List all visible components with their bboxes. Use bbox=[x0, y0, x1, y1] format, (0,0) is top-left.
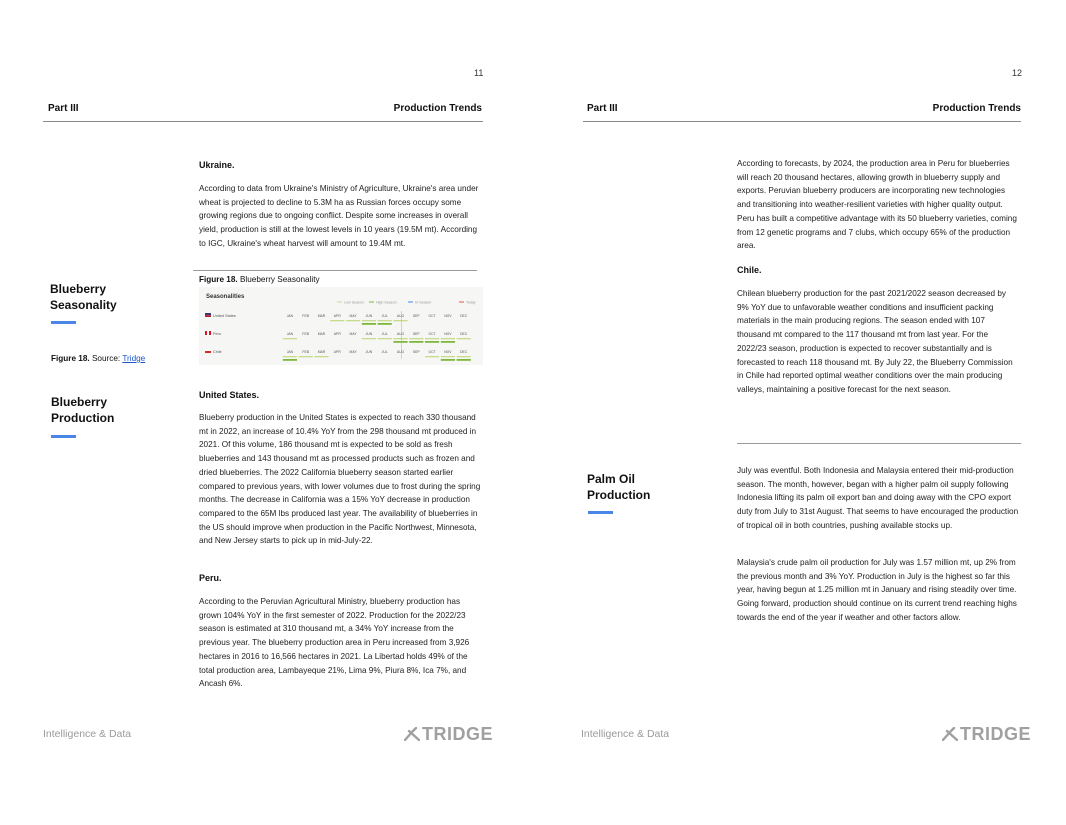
tridge-logo-icon bbox=[404, 727, 420, 741]
month-label: MAR bbox=[317, 332, 326, 336]
peru-paragraph: According to the Peruvian Agricultural Ministry, blueberry production has grown 104% YoY in the first semester of 2022. Production for the 2022/23 season is estimated at 310 thousand mt, a 34% YoY increase from the previous year. The blueberry production area in Peru increased from 3,926 hectares in 2016 to 16,566 hectares in 2021. La Libertad holds 49% of the total production area, Lambayeque 21%, Lima 9%, Piura 8%, Ica 7%, and Ancash 6%. bbox=[199, 597, 470, 689]
month-label: MAY bbox=[349, 332, 357, 336]
tridge-logo bbox=[404, 724, 493, 745]
month-label: FEB bbox=[302, 314, 310, 318]
flag-icon bbox=[207, 331, 209, 335]
header-rule bbox=[583, 121, 1021, 122]
high-season-bar bbox=[441, 341, 455, 343]
header-section: Production Trends bbox=[393, 103, 482, 114]
logo-text: TRIDGE bbox=[960, 724, 1032, 744]
tridge-logo-icon bbox=[942, 727, 958, 741]
month-label: DEC bbox=[460, 332, 468, 336]
month-label: JUN bbox=[365, 314, 373, 318]
seasonality-chart-svg bbox=[199, 287, 483, 365]
low-season-bar bbox=[283, 338, 297, 339]
section-title-line: Production bbox=[51, 411, 115, 425]
high-season-bar bbox=[393, 341, 407, 343]
figure-caption-text: Blueberry Seasonality bbox=[239, 275, 320, 284]
month-label: DEC bbox=[460, 350, 468, 354]
flag-icon bbox=[205, 351, 211, 353]
section-title-line: Seasonality bbox=[50, 298, 117, 312]
section-title-line: Palm Oil bbox=[587, 472, 636, 486]
section-divider bbox=[737, 443, 1021, 444]
low-season-bar bbox=[378, 338, 392, 339]
section-accent-bar bbox=[51, 435, 76, 438]
ukraine-heading: Ukraine. bbox=[199, 160, 235, 170]
low-season-bar bbox=[362, 320, 376, 321]
low-season-bar bbox=[393, 320, 407, 321]
high-season-bar bbox=[425, 341, 439, 343]
peru-forecast-paragraph: According to forecasts, by 2024, the production area in Peru for blueberries will reach 20 thousand hectares, allowing growth in blueberry supply and exports. Peruvian blueberry producers are incorporating new technologies and transitioning into weather-resilient varieties with higher quality output. Peru has built a competitive advantage with its 50 blueberry varieties, coming from 12 genetic programs and 7 clubs, which occupy 65% of the production area. bbox=[737, 159, 1017, 251]
footer-text: Intelligence & Data bbox=[43, 728, 132, 740]
high-season-bar bbox=[283, 359, 297, 361]
low-season-bar bbox=[314, 356, 328, 357]
figure-source-label: Figure 18. bbox=[51, 354, 90, 363]
tridge-logo bbox=[942, 724, 1031, 745]
low-season-bar bbox=[362, 338, 376, 339]
month-label: JUN bbox=[365, 332, 373, 336]
month-label: NOV bbox=[444, 332, 452, 336]
figure-caption-label: Figure 18. bbox=[199, 275, 238, 284]
low-season-bar bbox=[346, 320, 360, 321]
high-season-bar bbox=[441, 359, 455, 361]
header-part: Part III bbox=[587, 103, 618, 114]
month-label: JUL bbox=[381, 314, 388, 318]
high-season-bar bbox=[362, 323, 376, 325]
month-label: NOV bbox=[444, 314, 452, 318]
month-label: NOV bbox=[444, 350, 452, 354]
month-label: SEP bbox=[412, 332, 420, 336]
month-label: JAN bbox=[286, 350, 294, 354]
tridge-source-link[interactable]: Tridge bbox=[122, 354, 146, 363]
flag-icon bbox=[205, 331, 207, 335]
section-accent-bar bbox=[51, 321, 76, 324]
header-section: Production Trends bbox=[932, 103, 1021, 114]
low-season-bar bbox=[330, 320, 344, 321]
low-season-bar bbox=[425, 338, 439, 339]
chile-heading: Chile. bbox=[737, 265, 762, 275]
row-country-label: United States bbox=[213, 314, 236, 318]
month-label: MAR bbox=[317, 350, 326, 354]
low-season-bar bbox=[299, 356, 313, 357]
flag-icon bbox=[205, 349, 211, 351]
logo-text: TRIDGE bbox=[422, 724, 494, 744]
low-season-bar bbox=[393, 338, 407, 339]
section-title-blueberry-seasonality bbox=[50, 281, 117, 313]
low-season-bar bbox=[457, 356, 471, 357]
month-label: JAN bbox=[286, 314, 294, 318]
chile-paragraph: Chilean blueberry production for the past 2021/2022 season decreased by 9% YoY due to unfavorable weather conditions and insufficient packing materials in the main producing regions. The season ended with 107 thousand mt compared to the 117 thousand mt from last year. For the 2022/23 season, production is expected to recover substantially and is forecasted to reach 118 thousand mt. By July 22, the Blueberry Commission in Chile had reported optimal weather conditions over the main producing valleys, maintaining a positive forecast for the next season. bbox=[737, 289, 1013, 394]
month-label: JUL bbox=[381, 350, 388, 354]
figure-top-rule bbox=[193, 270, 477, 271]
month-label: OCT bbox=[428, 314, 436, 318]
page-number: 12 bbox=[1012, 68, 1023, 78]
section-title-line: Blueberry bbox=[51, 395, 108, 409]
month-label: SEP bbox=[412, 350, 420, 354]
page-number: 11 bbox=[474, 68, 484, 78]
flag-icon bbox=[209, 331, 211, 335]
month-label: JAN bbox=[286, 332, 294, 336]
section-title-line: Production bbox=[587, 488, 651, 502]
low-season-bar bbox=[409, 338, 423, 339]
low-season-bar bbox=[283, 356, 297, 357]
legend-label: Today bbox=[466, 300, 476, 305]
row-country-label: Peru bbox=[213, 332, 222, 336]
chart-rows bbox=[205, 311, 471, 361]
month-label: MAY bbox=[349, 314, 357, 318]
low-season-bar bbox=[378, 320, 392, 321]
month-label: DEC bbox=[460, 314, 468, 318]
palm-oil-paragraph-2: Malaysia's crude palm oil production for July was 1.57 million mt, up 2% from the previous month and 3% YoY. Production in July is the highest so far this year, having begun at 1.25 million mt in January and rising steadily over time. Going forward, production should continue on its current trend reaching highs towards the end of the year if weather and other factors allow. bbox=[737, 558, 1017, 622]
month-label: MAY bbox=[349, 350, 357, 354]
month-label: MAR bbox=[317, 314, 326, 318]
month-label: APR bbox=[333, 350, 341, 354]
month-label: APR bbox=[333, 314, 341, 318]
low-season-bar bbox=[457, 338, 471, 339]
month-label: JUL bbox=[381, 332, 388, 336]
low-season-bar bbox=[441, 338, 455, 339]
month-label: FEB bbox=[302, 350, 310, 354]
month-label: FEB bbox=[302, 332, 310, 336]
right-page bbox=[533, 0, 1066, 825]
month-label: JUN bbox=[365, 350, 373, 354]
figure-caption bbox=[199, 275, 320, 284]
high-season-bar bbox=[409, 341, 423, 343]
month-label: AUG bbox=[396, 332, 405, 336]
row-country-label: Chile bbox=[213, 350, 222, 354]
legend-label: High Season bbox=[376, 300, 397, 305]
legend-label: In-Season bbox=[415, 300, 432, 305]
flag-icon bbox=[205, 315, 211, 317]
header-part: Part III bbox=[48, 103, 79, 114]
section-title-line: Blueberry bbox=[50, 282, 107, 296]
seasonality-chart bbox=[199, 287, 483, 365]
month-label: AUG bbox=[396, 314, 405, 318]
us-heading: United States. bbox=[199, 390, 260, 400]
header-rule bbox=[43, 121, 483, 122]
ukraine-paragraph: According to data from Ukraine's Ministry of Agriculture, Ukraine's area under wheat is projected to decline to 5.3M ha as Russian forces occupy some growing regions due to ongoing conflict. Despite some increases in overall yield, production is still at the lowest levels in 10 years (19.5M mt). According to IGC, Ukraine's wheat harvest will amount to 19.4M mt. bbox=[199, 184, 479, 248]
chart-title: Seasonalities bbox=[206, 294, 245, 300]
section-accent-bar bbox=[588, 511, 613, 514]
legend-label: Low Season bbox=[344, 300, 364, 305]
peru-heading: Peru. bbox=[199, 573, 222, 583]
high-season-bar bbox=[378, 323, 392, 325]
month-label: SEP bbox=[412, 314, 420, 318]
footer-text: Intelligence & Data bbox=[581, 728, 670, 740]
month-label: OCT bbox=[428, 350, 436, 354]
month-label: APR bbox=[333, 332, 341, 336]
flag-icon bbox=[205, 313, 211, 315]
low-season-bar bbox=[441, 356, 455, 357]
figure-source-text: Source: bbox=[91, 354, 121, 363]
month-label: AUG bbox=[396, 350, 405, 354]
section-title-palm-oil bbox=[587, 471, 650, 503]
us-paragraph: Blueberry production in the United States is expected to reach 330 thousand mt in 2022, an increase of 10.4% YoY from the 298 thousand mt produced in 2021. Of this volume, 186 thousand mt is expected to be sold as fresh blueberries and 143 thousand mt as processed products such as frozen and dried blueberries. The 2022 California blueberry season started earlier compared to previous years, with lower volumes due to frost during the spring months. The decrease in California was a 15% YoY decrease in production compared to the 65M lbs produced last year. The availability of blueberries in the US should improve when production in the Pacific Northwest, Minnesota, and New Jersey starts to pick up in mid-July-22. bbox=[199, 413, 481, 546]
palm-oil-paragraph-1: July was eventful. Both Indonesia and Malaysia entered their mid-production season. The month, however, began with a higher palm oil supply following Indonesia lifting its palm oil export ban and doing away with the CPO export duty from July to 31st August. That seems to have encouraged the production of tropical oil in both countries, pushing available stocks up. bbox=[737, 466, 1019, 530]
high-season-bar bbox=[457, 359, 471, 361]
chart-legend bbox=[337, 301, 476, 305]
month-label: OCT bbox=[428, 332, 436, 336]
low-season-bar bbox=[425, 356, 439, 357]
figure-source bbox=[51, 354, 145, 363]
section-title-blueberry-production bbox=[51, 394, 114, 426]
